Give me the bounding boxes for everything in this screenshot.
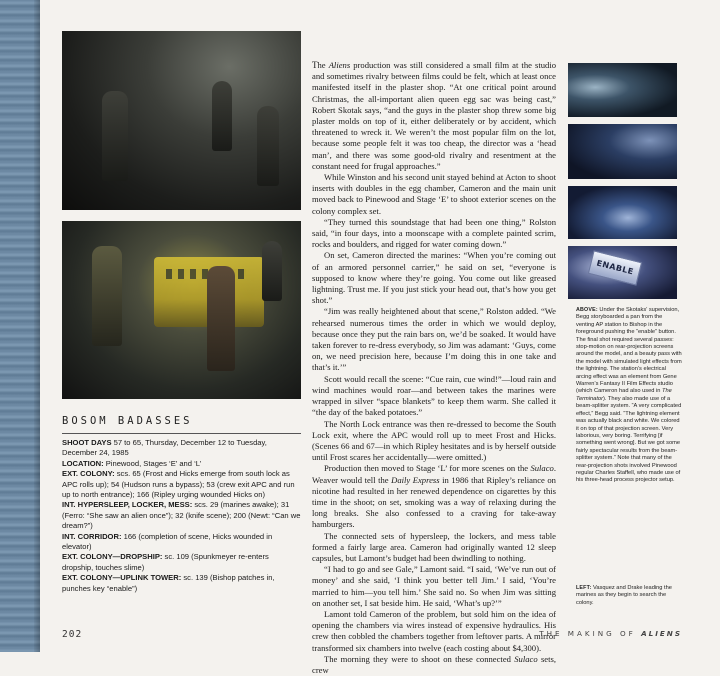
running-head: THE MAKING OF ALIENS [539, 629, 682, 638]
storyboard-frame-1 [568, 63, 677, 117]
apc-marines-photo [62, 221, 301, 399]
caption-left: LEFT: Vasquez and Drake leading the marines as they begin to search the colony. [576, 585, 672, 606]
schedule-line: EXT. COLONY—DROPSHIP: sc. 109 (Spunkmeyer re-enters dropship, touches slime) [62, 552, 269, 572]
marines-rain-photo [62, 31, 301, 210]
schedule-line: INT. CORRIDOR: 166 (completion of scene, Hicks wounded in elevator) [62, 531, 273, 552]
schedule-line: LOCATION: Pinewood, Stages ‘E’ and ‘L’ [62, 458, 202, 468]
sidebar-rule [62, 433, 301, 434]
marine-figure [257, 106, 279, 186]
paragraph: “They turned this soundstage that had been one thing,” Rolston said, “in four days, into a moonscape with a complete painted scrim, rocks and boulders, and rigged for water coming down.” [312, 216, 556, 250]
marine-figure [102, 91, 128, 181]
paragraph: The connected sets of hypersleep, the lockers, and mess table formed a fairly large area. Cameron had originally wanted 12 sleep capsules, but Lamont’s budget had been dwindling to nothing. [312, 530, 556, 563]
paragraph: Scott would recall the scene: “Cue rain, cue wind!”—loud rain and wind machines would roar—and between takes the marines were wrapped in silver “space blankets” to keep them warm. She called it “the day of the baked potatoes.” [312, 373, 556, 418]
storyboard-frame-3 [568, 186, 677, 239]
marine-figure [212, 81, 232, 151]
enable-button-prop: ENABLE [588, 250, 642, 285]
page-number: 202 [62, 629, 83, 640]
main-article-text [312, 60, 556, 676]
schedule-line: SHOOT DAYS 57 to 65, Thursday, December 12 to Tuesday, December 24, 1985 [62, 438, 267, 458]
book-spine-edge [0, 0, 40, 652]
shoot-schedule-sidebar [62, 438, 301, 594]
storyboard-frame-2 [568, 124, 677, 179]
paragraph: The North Lock entrance was then re-dressed to become the South Lock exit, where the APC would roll up to meet Frost and Hicks. (Scenes 66 and 67—in which Ripley hesitates and is by herself outside until Frost scares her accidentally—were omitted.) [312, 418, 556, 463]
book-title-brand: ALIENS [641, 629, 682, 638]
drop-cap: T [312, 60, 318, 70]
paragraph: “Jim was really heightened about that scene,” Rolston added. “We rehearsed numerous times the order in which we would deploy, because once they put the rain bars on, we’d be soaked. It would have taken forever to re-dress everybody, so Jim was adamant: ‘Guys, come on, we need precision here, because I’m doing this in one take and that’s it.’” [312, 306, 556, 373]
paragraph: The Aliens production was still considered a small film at the studio and sometimes rivalry between films could be felt, which at least once manifested itself in the plaster shop. “At one critical point around Christmas, the all-important alien queen egg sac was being cast,” Robert Skotak says, “and the guys in the plaster shop threw some big plaster molds on top of it, either deliberately or by accident, which threatened to wreck it. We weren’t the most popular film on the lot, because some people felt it was too cheap, the director was a ‘head man’, and there was some good-old rivalry and resentment at the constant need for frugal approaches.” [312, 60, 556, 171]
paragraph: Production then moved to Stage ‘L’ for more scenes on the Sulaco. Weaver would tell the Daily Express in 1986 that Ripley’s reliance on nicotine had resulted in her renewed dependence on cigarettes by this time in the shoot; on set, smoking was a way of relaxing during the long breaks. She also confessed to a craving for take-away hamburgers. [312, 463, 556, 530]
schedule-line: EXT. COLONY: scs. 65 (Frost and Hicks emerge from south lock as APC rolls up); 54 (Hudson runs a bypass); 53 (crew exit APC and run up to north entrance); 166 (Ripley urging wounded Hicks on) [62, 469, 295, 500]
paragraph: On set, Cameron directed the marines: “When you’re coming out of an armored personnel carrier,” he said on set, “everyone is supposed to know where they’re going. You come out like greased lightning. Trust me. If you just stick your head out, that’s how you get shot.” [312, 250, 556, 306]
schedule-line: INT. HYPERSLEEP, LOCKER, MESS: scs. 29 (marines awake); 31 (Ferro: “She saw an alien once”); 32 (knife scene); 200 (Newt: “Can we dream?”) [62, 500, 301, 531]
marine-figure [207, 266, 235, 371]
marine-figure [262, 241, 282, 301]
paragraph: While Winston and his second unit stayed behind at Acton to shoot inserts with doubles in the egg chamber, Cameron and the main unit moved back to Pinewood and Stage ‘E’ to shoot exterior scenes on the colony complex set. [312, 172, 556, 216]
paragraph: Lamont told Cameron of the problem, but sold him on the idea of opening the chambers via wires instead of expensive hydraulics. His crew then cobbled the chambers together from leftover parts. A mirror transformed six chambers into twelve (each costing about $4,300). [312, 608, 556, 653]
schedule-line: EXT. COLONY—UPLINK TOWER: sc. 139 (Bishop patches in, punches key “enable”) [62, 573, 275, 593]
paragraph: “I had to go and see Gale,” Lamont said. “I said, ‘We’ve run out of money’ and she said, ‘I think you better tell Jim.’ I said, ‘You’re married to him—you tell him.’ She said no. So when Jim was sitting on another set, I sat beside him. He said, ‘What’s up?’” [312, 564, 556, 608]
marine-figure [92, 246, 122, 346]
paragraph: The morning they were to shoot on these connected Sulaco sets, crew [312, 653, 556, 675]
caption-above: ABOVE: Under the Skotaks’ supervision, Begg storyboarded a pan from the venting AP station to Bishop in the foreground pushing the “enable” button. The final shot required several passes: stop-motion on rear-projection screens around the model, and a beauty pass with the model with simulated light effects from the lightning. The station’s electrical arcing effect was an element from Gene Warren’s Fantasy II Film Effects studio (which Cameron had also used in The Terminator). They also made use of a beam-splitter system. “A very complicated effect,” Begg said. “The lightning element was actually black and white. We colored it on top of that projection screen. Very laborious, very boring. Terrifying [if something went wrong]. But we got some fairly spectacular results from the beam-splitter system.” Note that many of the rear-projection shots involved Pinewood regular Charles Staffell, who made use of his three-head process projector setup. [576, 307, 682, 484]
sidebar-heading: BOSOM BADASSES [62, 415, 193, 427]
storyboard-frame-enable [568, 246, 677, 299]
